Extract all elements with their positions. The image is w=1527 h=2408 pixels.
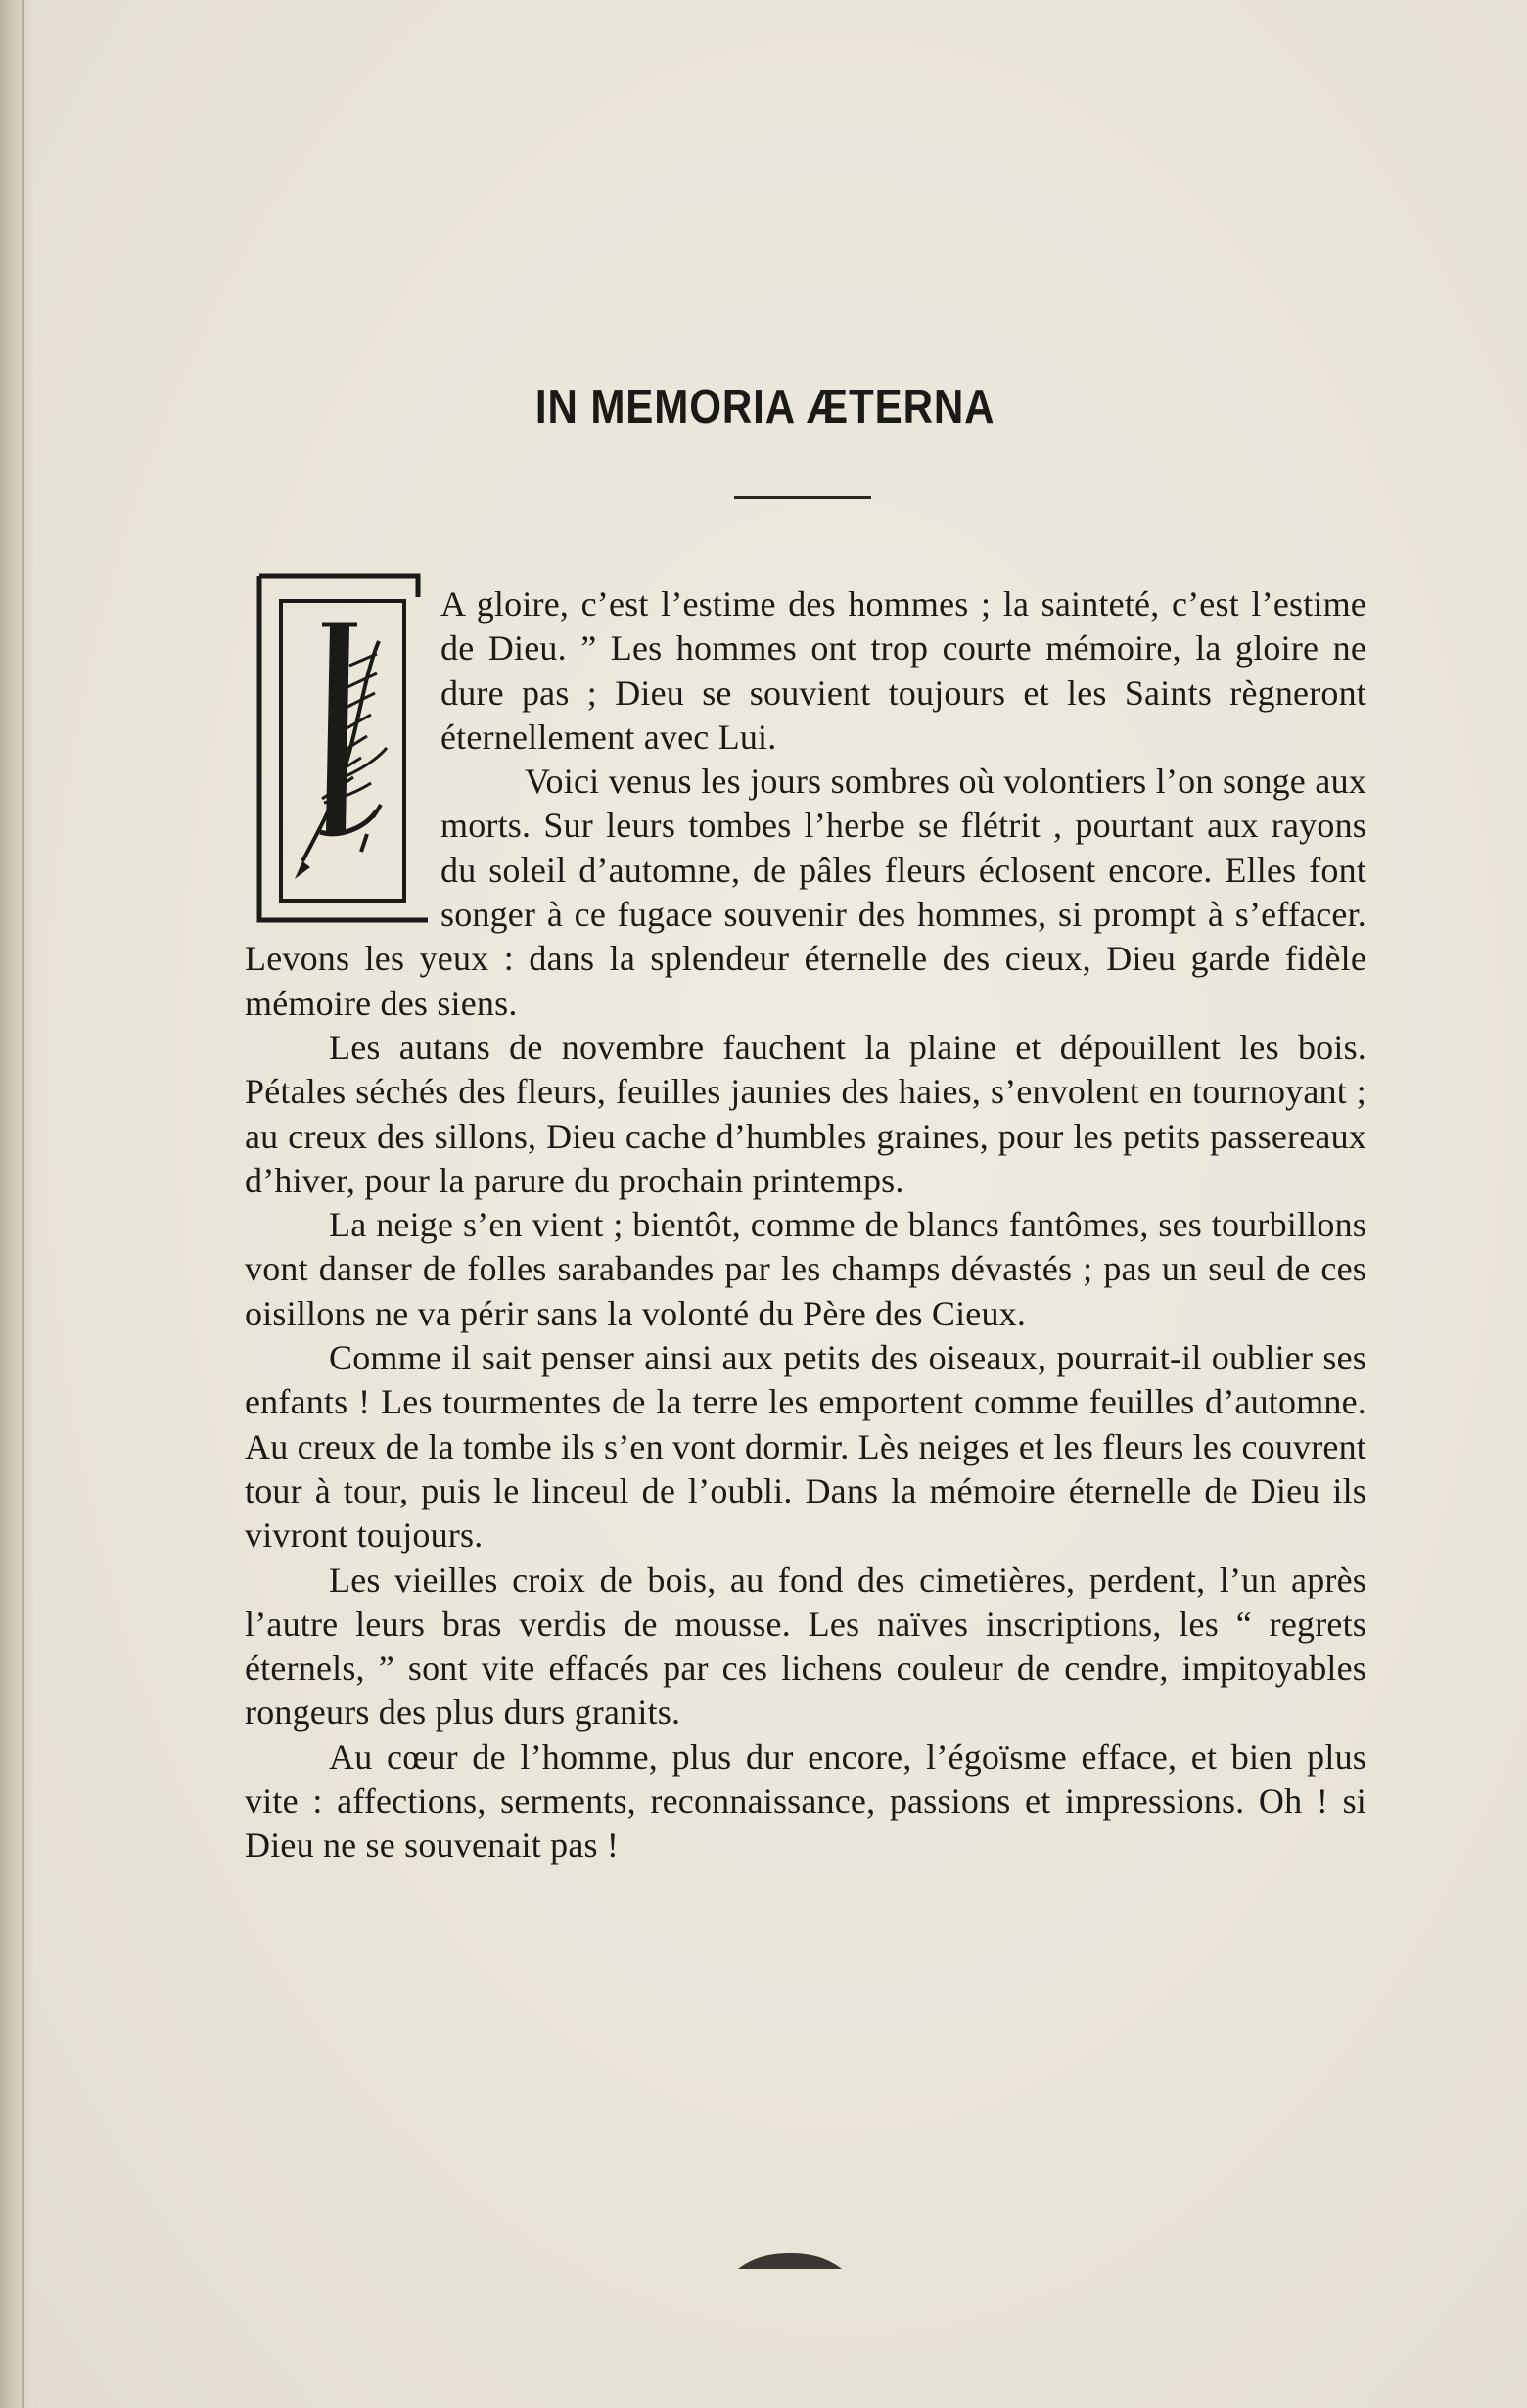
title-rule-divider xyxy=(734,496,871,499)
paragraph-6: Les vieilles croix de bois, au fond des cimetières, perdent, l’un après l’autre leurs bras verdis de mousse. Les naïves inscriptions, les “ regrets éternels, ” sont vite effacés par ces lichens couleur de cendre, impitoyables rongeurs des plus durs granits. xyxy=(245,1559,1366,1733)
paragraph-7: Au cœur de l’homme, plus dur encore, l’égoïsme efface, et bien plus vite : affections, serments, reconnaissance, passions et impressions. Oh ! si Dieu ne se souvenait pas ! xyxy=(245,1737,1366,1866)
paragraph-4: La neige s’en vient ; bientôt, comme de blancs fantômes, ses tourbillons vont danser de folles sarabandes par les champs dévastés ; pas un seul de ces oisillons ne va périr sans la volonté du Père des Cieux. xyxy=(245,1205,1366,1333)
paragraph-3: Les autans de novembre fauchent la plaine et dépouillent les bois. Pétales séchés des fleurs, feuilles jaunies des haies, s’envolent en tournoyant ; au creux des sillons, Dieu cache d’humbles graines, pour les petits passereaux d’hiver, pour la parure du prochain printemps. xyxy=(245,1027,1366,1200)
page-title: IN MEMORIA ÆTERNA xyxy=(534,381,995,434)
book-binding-edge xyxy=(0,0,33,2408)
paragraph-2: Voici venus les jours sombres où volontiers l’on songe aux morts. Sur leurs tombes l’herbe se flétrit , pourtant aux rayons du soleil d’automne, de pâles fleurs éclosent encore. Elles font songer à ce fugace souvenir des hommes, si prompt à s’effacer. Levons les yeux : dans la splendeur éternelle des cieux, Dieu garde fidèle mémoire des siens. xyxy=(245,762,1366,1023)
paragraph-1: A gloire, c’est l’estime des hommes ; la sainteté, c’est l’estime de Dieu. ” Les hommes ont trop courte mémoire, la gloire ne dure pas ; Dieu se souvient toujours et les Saints règneront éternellement avec Lui. xyxy=(440,584,1366,757)
binding-shadow-line xyxy=(22,0,24,2408)
article-body xyxy=(245,582,1366,1869)
end-ornament xyxy=(736,2251,844,2271)
paragraph-5: Comme il sait penser ainsi aux petits des oiseaux, pourrait-il oublier ses enfants ! Les tourmentes de la terre les emportent comme feuilles d’automne. Au creux de la tombe ils s’en vont dormir. Lès neiges et les fleurs les couvrent tour à tour, puis le linceul de l’oubli. Dans la mémoire éternelle de Dieu ils vivront toujours. xyxy=(245,1338,1366,1555)
drop-cap-spacer xyxy=(245,582,440,927)
